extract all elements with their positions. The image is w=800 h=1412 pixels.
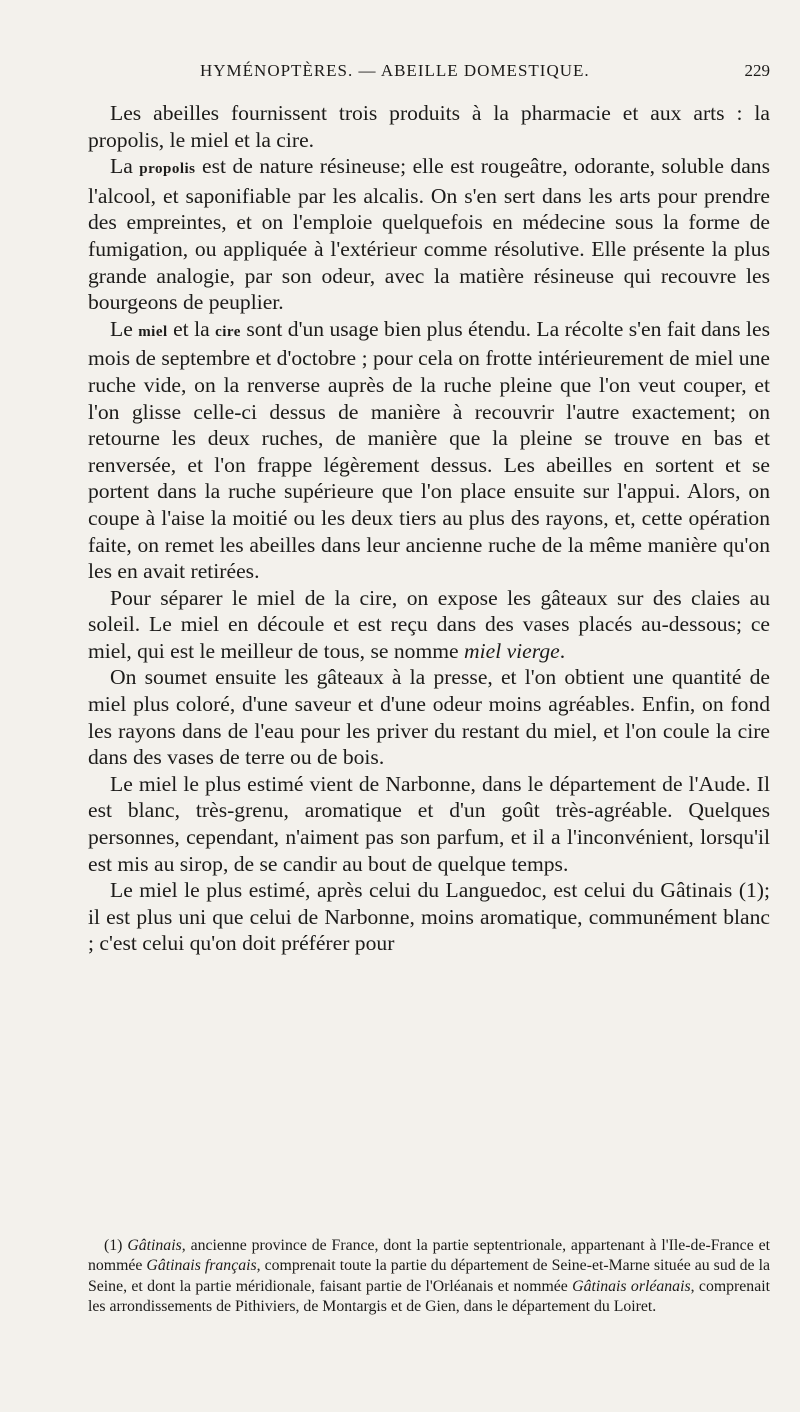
running-header [200, 60, 770, 82]
footnote: (1) Gâtinais, ancienne province de France, dont la partie septentrionale, appartenant à l'Ile-de-France et nommée Gâtinais français, comprenait toute la partie du département de Seine-et-Marne située au sud de la Seine, et dont la partie méridionale, faisant partie de l'Orléanais et nommée Gâtinais orléanais, comprenait les arrondissements de Pithiviers, de Montargis et de Gien, dans le département du Loiret. [88, 1237, 770, 1316]
body-text [88, 100, 770, 957]
paragraph-narbonne: Le miel le plus estimé vient de Narbonne, dans le département de l'Aude. Il est blanc, très-grenu, aromatique et d'un goût très-agréable. Quelques personnes, cependant, n'aiment pas son parfum, et il a l'inconvénient, lorsqu'il est mis au sirop, de se candir au bout de quelque temps. [88, 771, 770, 876]
footnote-marker: (1) [104, 1237, 128, 1254]
term-miel-vierge: miel vierge [464, 638, 560, 663]
paragraph-presse: On soumet ensuite les gâteaux à la presse, et l'on obtient une quantité de miel plus coloré, d'une saveur et d'une odeur moins agréables. Enfin, on fond les rayons dans de l'eau pour les priver du restant du miel, et l'on coule la cire dans des vases de terre ou de bois. [88, 665, 770, 770]
page-number: 229 [744, 61, 770, 80]
paragraph-gatinais: Le miel le plus estimé, après celui du Languedoc, est celui du Gâtinais (1); il est plus uni que celui de Narbonne, moins aromatique, communément blanc ; c'est celui qu'on doit préférer pour [88, 878, 770, 956]
paragraph-intro: Les abeilles fournissent trois produits à la pharmacie et aux arts : la propolis, le miel et la cire. [88, 101, 770, 152]
paragraph-miel-cire: Le miel et la cire sont d'un usage bien plus étendu. La récolte s'en fait dans les mois de septembre et d'octobre ; pour cela on frotte intérieurement de miel une ruche vide, on la renverse auprès de la ruche pleine que l'on veut couper, et l'on glisse celle-ci dessus de manière à recouvrir l'autre exactement; on retourne les deux ruches, de manière que la pleine se trouve en bas et renversée, et l'on frappe légèrement dessus. Les abeilles en sortent et se portent dans la ruche supérieure que l'on place ensuite sur l'appui. Alors, on coupe à l'aise la moitié ou les deux tiers au plus des rayons, et, cette opération faite, on remet les abeilles dans leur ancienne ruche de la même manière qu'on les en avait retirées. [88, 316, 770, 584]
term-miel: miel [138, 323, 168, 340]
term-propolis: propolis [139, 161, 196, 178]
term-cire: cire [215, 323, 241, 340]
paragraph-separation: Pour séparer le miel de la cire, on expose les gâteaux sur des claies au soleil. Le miel en découle et est reçu dans des vases placés au-dessous; ce miel, qui est le meilleur de tous, se nomme miel vierge. [88, 585, 770, 663]
footnote-term: Gâtinais [127, 1237, 182, 1254]
paragraph-propolis: La propolis est de nature résineuse; elle est rougeâtre, odorante, soluble dans l'alcool, et saponifiable par les alcalis. On s'en sert dans les arts pour prendre des empreintes, et on l'emploie quelquefois en médecine sous la forme de fumigation, ou appliquée à l'extérieur comme résolutive. Elle présente la plus grande analogie, par son odeur, avec la matière résineuse qui recouvre les bourgeons de peuplier. [88, 154, 770, 315]
running-title: HYMÉNOPTÈRES. — ABEILLE DOMESTIQUE. [200, 61, 590, 80]
